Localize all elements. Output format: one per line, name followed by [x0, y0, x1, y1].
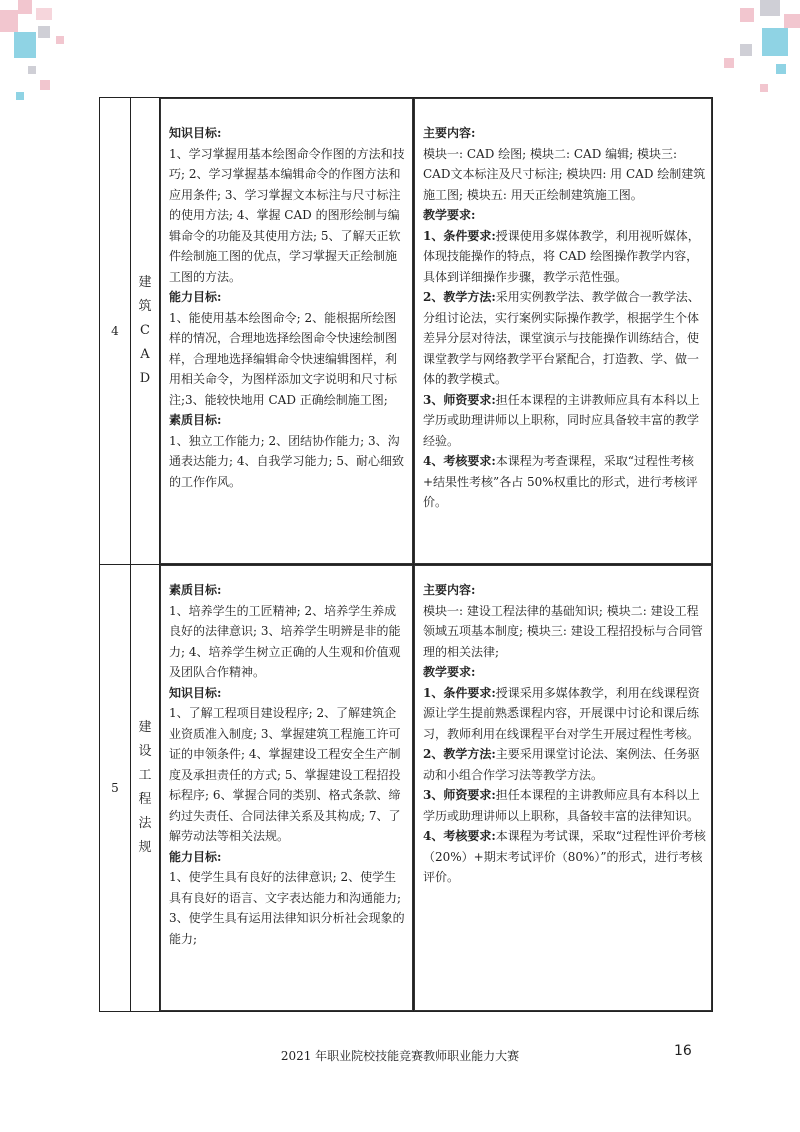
objective-heading: 能力目标: [169, 849, 222, 864]
requirement-text: 采用实例教学法、教学做合一教学法、分组讨论法，实行案例实际操作教学，根据学生个体差异分层对待法，课堂演示与技能操作训练结合，使课堂教学与网络教学平台紧配合，打造教、学、做一体的教学模式。 [423, 290, 700, 386]
row-number [100, 565, 131, 1012]
objective-heading: 素质目标: [169, 583, 222, 597]
content-heading: 主要内容: [423, 126, 476, 140]
objective-heading: 知识目标: [169, 685, 222, 700]
requirement-item [423, 451, 707, 513]
objective-text: 1、使学生具有良好的法律意识; 2、使学生具有良好的语言、文字表达能力和沟通能力; 3、使学生具有运用法律知识分析社会现象的能力; [169, 870, 405, 946]
requirement-item [423, 826, 707, 888]
content-cell [414, 565, 713, 1012]
objective-text: 1、能使用基本绘图命令; 2、能根据所绘图样的情况，合理地选择绘图命令快速绘制图样，合理地选择编辑命令快速编辑图样，利用相关命令，为图样添加文字说明和尺寸标注;3、能较快地用 CAD 正确绘制施工图; [169, 310, 398, 407]
row-number-text: 5 [111, 781, 119, 795]
content-heading: 主要内容: [423, 583, 476, 597]
requirement-item [423, 287, 707, 390]
requirement-text: 担任本课程的主讲教师应具有本科以上学历或助理讲师以上职称，具备较丰富的法律知识。 [423, 788, 700, 823]
objective-text: 1、学习掌握用基本绘图命令作图的方法和技巧; 2、学习掌握基本编辑命令的作图方法和应用条件; 3、学习掌握文本标注与尺寸标注的使用方法; 4、掌握 CAD 的图形绘制与编辑命令的功能及其使用方法; 5、了解天正软件绘制施工图的优点，学习掌握天正绘制施工图的方法。 [169, 146, 405, 284]
requirement-label: 1、条件要求: [423, 228, 496, 243]
requirement-text: 授课使用多媒体教学，利用视听媒体，体现技能操作的特点，将 CAD 绘图操作教学内容，具体到详细操作步骤，教学示范性强。 [423, 228, 700, 284]
objectives-cell [160, 565, 414, 1012]
requirement-label: 3、师资要求: [423, 788, 496, 802]
requirement-label: 1、条件要求: [423, 685, 496, 700]
objective-heading: 知识目标: [169, 126, 222, 140]
requirement-item [423, 785, 707, 826]
content-heading: 教学要求: [423, 208, 476, 222]
content-text: 模块一: CAD 绘图; 模块二: CAD 编辑; 模块三: CAD文本标注及尺寸标注; 模块四: 用 CAD 绘制建筑施工图; 模块五: 用天正绘制建筑施工图。 [423, 146, 706, 202]
table-row [100, 565, 713, 1012]
requirement-item [423, 683, 707, 745]
content-cell [414, 98, 713, 565]
requirement-label: 2、教学方法: [423, 747, 496, 761]
objectives-cell [160, 98, 414, 565]
objective-text: 1、培养学生的工匠精神; 2、培养学生养成良好的法律意识; 3、培养学生明辨是非的能力; 4、培养学生树立正确的人生观和价值观及团队合作精神。 [169, 603, 401, 679]
page-number: 16 [674, 1043, 692, 1059]
requirement-label: 4、考核要求: [423, 454, 496, 468]
course-table [99, 97, 713, 1012]
course-name-cell [131, 98, 160, 565]
requirement-item [423, 744, 707, 785]
page-footer: 2021 年职业院校技能竞赛教师职业能力大赛 [280, 1049, 520, 1063]
row-number-text: 4 [111, 324, 119, 338]
course-name: 建设工程法规 [138, 720, 152, 855]
requirement-text: 本课程为考查课程，采取“过程性考核+结果性考核”各占 50%权重比的形式，进行考核评价。 [423, 454, 698, 509]
objective-text: 1、了解工程项目建设程序; 2、了解建筑企业资质准入制度; 3、掌握建筑工程施工许可证的申领条件; 4、掌握建设工程安全生产制度及承担责任的方式; 5、掌握建设工程招投标程序; 6、掌握合同的类别、格式条款、缔约过失责任、合同法律关系及其构成; 7、了解劳动法等相关法规。 [169, 706, 401, 843]
objective-heading: 素质目标: [169, 413, 222, 427]
requirement-label: 3、师资要求: [423, 392, 496, 407]
row-number [100, 98, 131, 565]
requirement-text: 本课程为考试课，采取“过程性评价考核（20%）+期末考试评价（80%）”的形式，进行考核评价。 [423, 829, 706, 884]
table-row [100, 98, 713, 565]
course-name: 建筑CAD [138, 275, 152, 386]
content-heading: 教学要求: [423, 665, 476, 679]
requirement-text: 担任本课程的主讲教师应具有本科以上学历或助理讲师以上职称，同时应具备较丰富的教学经验。 [423, 392, 700, 448]
requirement-text: 授课采用多媒体教学，利用在线课程资源让学生提前熟悉课程内容，开展课中讨论和课后练习，教师利用在线课程平台对学生开展过程性考核。 [423, 685, 700, 741]
requirement-item [423, 226, 707, 288]
objective-text: 1、独立工作能力; 2、团结协作能力; 3、沟通表达能力; 4、自我学习能力; 5、耐心细致的工作作风。 [169, 433, 404, 489]
objective-heading: 能力目标: [169, 290, 222, 304]
requirement-item [423, 390, 707, 452]
course-name-cell [131, 565, 160, 1012]
requirement-label: 2、教学方法: [423, 290, 496, 304]
requirement-label: 4、考核要求: [423, 829, 496, 843]
content-text: 模块一: 建设工程法律的基础知识; 模块二: 建设工程领域五项基本制度; 模块三: 建设工程招投标与合同管理的相关法律; [423, 603, 703, 659]
requirement-text: 主要采用课堂讨论法、案例法、任务驱动和小组合作学习法等教学方法。 [423, 747, 700, 782]
